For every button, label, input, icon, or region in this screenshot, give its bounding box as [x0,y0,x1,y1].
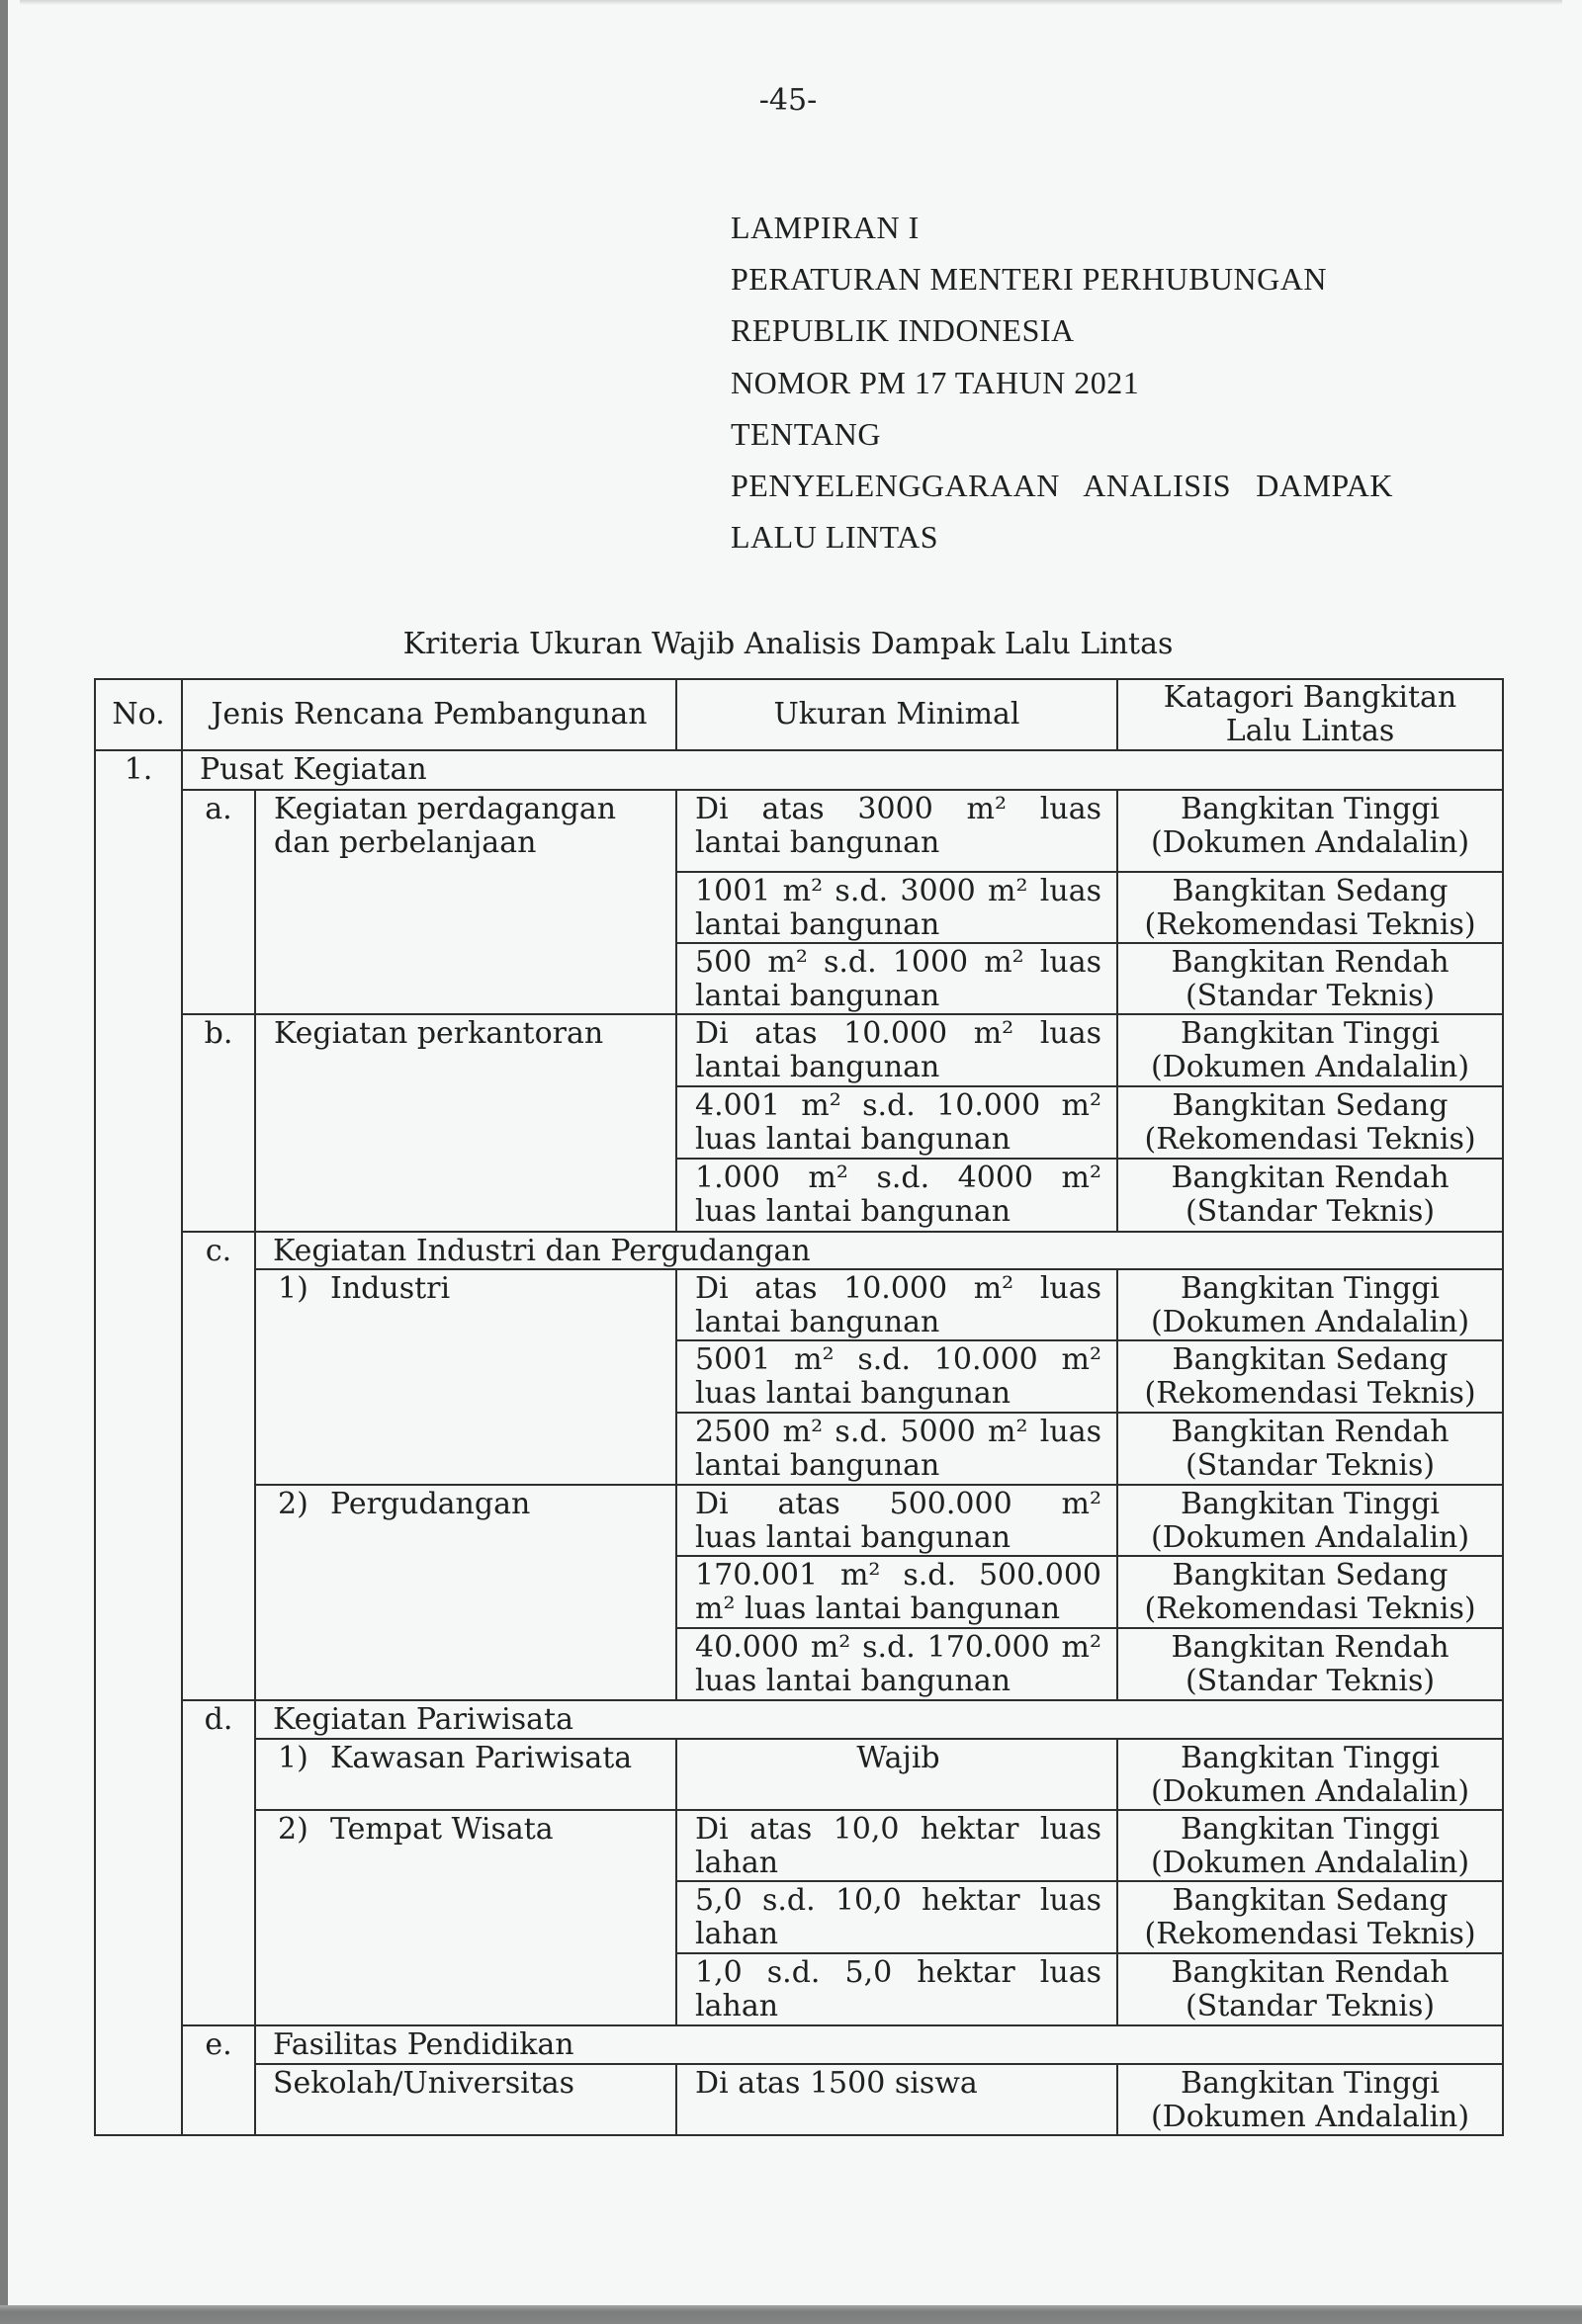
minimum-size [676,1810,1117,1881]
traffic-category-level: Bangkitan Sedang [1172,1883,1449,1918]
minimum-size-line: lantai bangunan [695,1050,940,1084]
traffic-category-document: (Rekomendasi Teknis) [1144,1592,1476,1626]
minimum-size-line: 4.001 m² s.d. 10.000 m² [695,1088,1102,1123]
traffic-category [1117,1086,1503,1159]
item-number: 2) [278,1812,308,1847]
traffic-category-document: (Dokumen Andalalin) [1150,2100,1470,2134]
table-title: Kriteria Ukuran Wajib Analisis Dampak Lalu Lintas [402,627,1174,661]
section-title: Kegiatan Industri dan Pergudangan [255,1232,1503,1269]
column-header-line: Lalu Lintas [1225,714,1395,748]
traffic-category-level: Bangkitan Tinggi [1181,1812,1440,1847]
traffic-category-level: Bangkitan Sedang [1172,1342,1449,1377]
traffic-category [1117,1485,1503,1556]
section-letter: c. [182,1232,255,1700]
minimum-size [676,1340,1117,1413]
development-type-line: Kegiatan perdagangan [274,792,617,826]
minimum-size [676,1269,1117,1340]
traffic-category-level: Bangkitan Tinggi [1181,792,1440,826]
section-row [95,1700,1503,1739]
minimum-size [676,1881,1117,1953]
minimum-size [676,1556,1117,1628]
column-header-traffic-category [1117,679,1503,750]
traffic-category-document: (Dokumen Andalalin) [1150,1305,1470,1339]
traffic-category-level: Bangkitan Rendah [1171,1955,1450,1990]
item-number: 1) [278,1271,308,1306]
traffic-category-document: (Dokumen Andalalin) [1150,1846,1470,1880]
section-row [95,1232,1503,1269]
attachment-header-line: LALU LINTAS [731,519,939,556]
traffic-category-level: Bangkitan Rendah [1171,1415,1450,1449]
table-header-row [95,679,1503,750]
minimum-size [676,1014,1117,1086]
table-row [95,1269,1503,1340]
minimum-size-line: lantai bangunan [695,1305,940,1339]
table-row [95,2064,1503,2135]
minimum-size-line: Di atas 10.000 m² luas [695,1016,1102,1051]
traffic-category-level: Bangkitan Tinggi [1181,1271,1440,1306]
traffic-category [1117,1340,1503,1413]
scan-edge-left [0,0,8,2324]
traffic-category [1117,1269,1503,1340]
development-type [255,790,676,1014]
attachment-header-line: LAMPIRAN I [731,210,920,245]
minimum-size-line: lantai bangunan [695,1448,940,1483]
table-row [95,1810,1503,1881]
minimum-size-line: lahan [695,1846,779,1880]
minimum-size-line: luas lantai bangunan [695,1520,1011,1555]
item-number: 1) [278,1741,308,1775]
traffic-category-level: Bangkitan Tinggi [1181,1487,1440,1521]
minimum-size-line: Di atas 3000 m² luas [695,792,1102,826]
traffic-category-document: (Dokumen Andalalin) [1150,825,1470,860]
traffic-category [1117,1628,1503,1700]
minimum-size-line: 5,0 s.d. 10,0 hektar luas [695,1883,1102,1918]
minimum-size [676,1953,1117,2025]
minimum-size-line: lantai bangunan [695,979,940,1013]
table-row [95,1485,1503,1556]
item-name: Sekolah/Universitas [273,2066,575,2101]
traffic-category [1117,1810,1503,1881]
minimum-size-line: lahan [695,1917,779,1951]
minimum-size-line: Wajib [856,1741,940,1775]
table-row [95,1014,1503,1086]
section-letter: e. [182,2025,255,2135]
traffic-category [1117,2064,1503,2135]
scan-edge-bottom [0,2305,1582,2324]
traffic-category [1117,1014,1503,1086]
minimum-size-line: 1.000 m² s.d. 4000 m² [695,1161,1102,1195]
traffic-category-level: Bangkitan Rendah [1171,1630,1450,1665]
traffic-category-level: Bangkitan Sedang [1172,1088,1449,1123]
traffic-category-document: (Rekomendasi Teknis) [1144,907,1476,942]
minimum-size-line: lantai bangunan [695,907,940,942]
minimum-size [676,1159,1117,1232]
attachment-header-line: TENTANG [731,415,882,452]
minimum-size-line: Di atas 10,0 hektar luas [695,1812,1102,1847]
traffic-category-document: (Standar Teknis) [1185,1448,1436,1483]
section-letter: b. [182,1014,255,1232]
minimum-size-line: 1,0 s.d. 5,0 hektar luas [695,1955,1102,1990]
minimum-size-line: 170.001 m² s.d. 500.000 [695,1558,1102,1592]
group-row [95,750,1503,790]
minimum-size-line: luas lantai bangunan [695,1194,1011,1229]
column-header-minimum-size: Ukuran Minimal [676,679,1117,750]
traffic-category [1117,1556,1503,1628]
development-type-line: dan perbelanjaan [274,825,537,860]
minimum-size-line: luas lantai bangunan [695,1664,1011,1698]
section-title: Kegiatan Pariwisata [255,1700,1503,1739]
group-number: 1. [95,750,182,2135]
development-type [255,1269,676,1485]
item-number: 2) [278,1487,308,1521]
scan-edge-top [20,0,1562,5]
section-title: Fasilitas Pendidikan [255,2025,1503,2064]
group-label: Pusat Kegiatan [182,750,1503,790]
traffic-category [1117,1739,1503,1810]
minimum-size-line: 500 m² s.d. 1000 m² luas [695,945,1102,980]
item-name: Industri [330,1271,451,1306]
minimum-size-line: 40.000 m² s.d. 170.000 m² [695,1630,1102,1665]
development-type-line: Kegiatan perkantoran [274,1016,604,1051]
minimum-size-line: 1001 m² s.d. 3000 m² luas [695,874,1102,908]
minimum-size-line: lahan [695,1989,779,2023]
column-header-no: No. [95,679,182,750]
minimum-size [676,1628,1117,1700]
page-number: -45- [758,83,818,118]
traffic-category [1117,943,1503,1014]
traffic-category-document: (Dokumen Andalalin) [1150,1774,1470,1809]
traffic-category-level: Bangkitan Tinggi [1181,1016,1440,1051]
table-row [95,1739,1503,1810]
section-letter: a. [182,790,255,1014]
traffic-category [1117,1881,1503,1953]
traffic-category-document: (Rekomendasi Teknis) [1144,1376,1476,1411]
minimum-size-line: m² luas lantai bangunan [695,1592,1061,1626]
table-row [95,790,1503,872]
attachment-header-line: PENYELENGGARAAN ANALISIS DAMPAK [731,467,1393,503]
item-name: Pergudangan [330,1487,531,1521]
minimum-size [676,1413,1117,1485]
section-row [95,2025,1503,2064]
minimum-size [676,872,1117,943]
traffic-category-level: Bangkitan Sedang [1172,1558,1449,1592]
attachment-header-line: PERATURAN MENTERI PERHUBUNGAN [731,261,1327,298]
traffic-category [1117,1413,1503,1485]
section-letter: d. [182,1700,255,2025]
traffic-category-document: (Standar Teknis) [1185,1664,1436,1698]
traffic-category-level: Bangkitan Rendah [1171,1161,1450,1195]
minimum-size [676,1739,1117,1810]
minimum-size-line: lantai bangunan [695,825,940,860]
minimum-size [676,1086,1117,1159]
minimum-size-line: 5001 m² s.d. 10.000 m² [695,1342,1102,1377]
traffic-category-document: (Standar Teknis) [1185,1989,1436,2023]
minimum-size-line: Di atas 500.000 m² [695,1487,1102,1521]
development-type [255,1014,676,1232]
development-type [255,1485,676,1700]
minimum-size-line: Di atas 10.000 m² luas [695,1271,1102,1306]
development-type [255,1739,676,1810]
traffic-category [1117,1159,1503,1232]
traffic-category-document: (Dokumen Andalalin) [1150,1520,1470,1555]
traffic-category-document: (Dokumen Andalalin) [1150,1050,1470,1084]
traffic-category-level: Bangkitan Tinggi [1181,2066,1440,2101]
traffic-category-document: (Rekomendasi Teknis) [1144,1917,1476,1951]
minimum-size [676,790,1117,872]
development-type [255,1810,676,2025]
traffic-category-document: (Rekomendasi Teknis) [1144,1122,1476,1157]
traffic-category-document: (Standar Teknis) [1185,979,1436,1013]
development-type [255,2064,676,2135]
item-name: Kawasan Pariwisata [330,1741,633,1775]
traffic-category-level: Bangkitan Sedang [1172,874,1449,908]
criteria-table [94,678,1504,2136]
traffic-category [1117,1953,1503,2025]
traffic-category [1117,790,1503,872]
minimum-size [676,1485,1117,1556]
minimum-size-line: 2500 m² s.d. 5000 m² luas [695,1415,1102,1449]
traffic-category [1117,872,1503,943]
minimum-size [676,2064,1117,2135]
minimum-size-line: luas lantai bangunan [695,1376,1011,1411]
item-name: Tempat Wisata [330,1812,554,1847]
traffic-category-document: (Standar Teknis) [1185,1194,1436,1229]
attachment-header-line: REPUBLIK INDONESIA [731,312,1075,349]
traffic-category-level: Bangkitan Rendah [1171,945,1450,980]
column-header-line: Katagori Bangkitan [1163,680,1457,715]
attachment-header-line: NOMOR PM 17 TAHUN 2021 [731,364,1140,400]
traffic-category-level: Bangkitan Tinggi [1181,1741,1440,1775]
attachment-header [731,202,1393,562]
minimum-size-line: luas lantai bangunan [695,1122,1011,1157]
minimum-size-line: Di atas 1500 siswa [695,2066,978,2101]
minimum-size [676,943,1117,1014]
column-header-development-type: Jenis Rencana Pembangunan [182,679,676,750]
